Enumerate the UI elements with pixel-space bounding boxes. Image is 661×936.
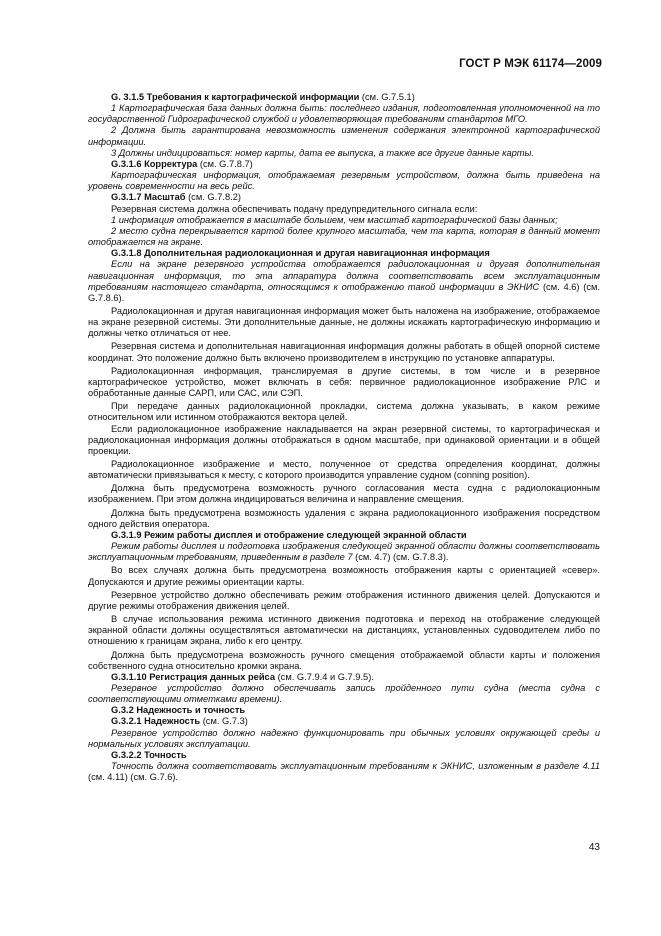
paragraph: Во всех случаях должна быть предусмотрена возможность отображения карты с ориентацией «север». Допускаются и другие режимы ориентации карты. <box>88 565 600 587</box>
paragraph: Должна быть предусмотрена возможность удаления с экрана радиолокационного изображения посредством одного действия оператора. <box>88 507 600 529</box>
page-content <box>88 92 600 783</box>
paragraph: Резервная система и дополнительная навигационная информация должны работать в общей опорной системе координат. Это положение должно быть включено производителем в инструкцию по установке аппаратуры. <box>88 341 600 363</box>
heading-g315: G. 3.1.5 Требования к картографической информации (см. G.7.5.1) <box>111 92 415 102</box>
paragraph: 2 место судна перекрывается картой более крупного масштаба, чем та карта, которая в данный момент отображается на экране. <box>88 225 600 248</box>
heading-g317: G.3.1.7 Масштаб (см. G.7.8.2) <box>111 192 241 203</box>
paragraph: Должна быть предусмотрена возможность ручного смещения отображаемой области карты и положения собственного судна относительно кромки экрана. <box>88 649 600 671</box>
paragraph: Если радиолокационное изображение накладывается на экран резервной системы, то картографическая и радиолокационная информация должны отображаться в одном масштабе, при одинаковой ориентации и в общей проекции. <box>88 423 600 456</box>
paragraph: Радиолокационная информация, транслируемая в другие системы, в том числе и в резервное картографическое устройство, может включать в себя: первичное радиолокационное изображение РЛС и обработанные данные САРП, или САС, или СЭП. <box>88 365 600 399</box>
paragraph: Резервное устройство должно обеспечивать запись пройденного пути судна (места судна с соответствующими отметками времени). <box>88 682 600 705</box>
paragraph: Резервное устройство должно обеспечивать режим отображения истинного движения целей. Допускаются и другие режимы отображения движения целей. <box>88 589 600 611</box>
heading-g32: G.3.2 Надежность и точность <box>111 705 246 716</box>
paragraph: Точность должна соответствовать эксплуатационным требованиям к ЭКНИС, изложенным в разделе 4.11 (см. 4.11) (см. G.7.6). <box>88 761 600 783</box>
paragraph: Должна быть предусмотрена возможность ручного согласования места судна с радиолокационным изображением. При этом должна индицироваться величина и направление смещения. <box>88 483 600 505</box>
paragraph: 3 Должны индицироваться: номер карты, дата ее выпуска, а также все другие данные карты. <box>111 147 534 158</box>
paragraph: В случае использования режима истинного движения подготовка и переход на отображение следующей экранной области должны осуществляться автоматически на дистанциях, установленных судоводителем либо по отношению к границам экрана, либо к его центру. <box>88 614 600 647</box>
heading-g318: G.3.1.8 Дополнительная радиолокационная и другая навигационная информация <box>111 248 490 259</box>
paragraph: 1 Картографическая база данных должна быть: последнего издания, подготовленная уполномоченной на то государственной Гидрографической службой и удовлетворяющая требованиям стандартов МГО. <box>88 103 600 125</box>
heading-g3110: G.3.1.10 Регистрация данных рейса (см. G.7.9.4 и G.7.9.5). <box>111 671 374 682</box>
heading-g319: G.3.1.9 Режим работы дисплея и отображение следующей экранной области <box>111 529 467 540</box>
paragraph: Радиолокационное изображение и место, полученное от средства определения координат, должны автоматически привязываться к месту, с которого производится управление судном (conning position). <box>88 459 600 481</box>
heading-g316: G.3.1.6 Корректура (см. G.7.8.7) <box>111 158 253 169</box>
heading-g322: G.3.2.2 Точность <box>111 749 187 760</box>
paragraph: Радиолокационная и другая навигационная информация может быть наложена на изображение, отображаемое на экране резервной системы. Эти дополнительные данные, не должны искажать картографическую информацию и должны четко отличаться от нее. <box>88 305 600 339</box>
paragraph: Картографическая информация, отображаемая резервным устройством, должна быть приведена на уровень современности на весь рейс. <box>88 170 600 192</box>
paragraph: 2 Должна быть гарантирована невозможность изменения содержания электронной картографической информации. <box>88 125 600 147</box>
paragraph: Резервная система должна обеспечивать подачу предупредительного сигнала если: <box>111 203 478 214</box>
paragraph: При передаче данных радиолокационной прокладки, система должна указывать, в каком режиме относительном или истинном отображаются вектора целей. <box>88 401 600 423</box>
paragraph: Если на экране резервного устройства отображается радиолокационная и другая дополнительная навигационная информация, то эта аппаратура должна соответствовать всем эксплуатационным требованиям настоящего стандарта, относящимся к отображению такой информации в ЭКНИС (см. 4.6) (см. G.7.8.6). <box>88 259 600 303</box>
document-code: ГОСТ Р МЭК 61174—2009 <box>459 58 602 70</box>
paragraph: 1 информация отображается в масштабе большем, чем масштаб картографической базы данных; <box>111 214 558 225</box>
page-number: 43 <box>588 842 600 853</box>
heading-g321: G.3.2.1 Надежность (см. G.7.3) <box>111 716 248 727</box>
paragraph: Режим работы дисплея и подготовка изображения следующей экранной области должны соответствовать эксплуатационным требованиям, приведенным в разделе 7 (см. 4.7) (см. G.7.8.3). <box>88 541 600 563</box>
paragraph: Резервное устройство должно надежно функционировать при обычных условиях окружающей среды и нормальных условиях эксплуатации. <box>88 727 600 749</box>
